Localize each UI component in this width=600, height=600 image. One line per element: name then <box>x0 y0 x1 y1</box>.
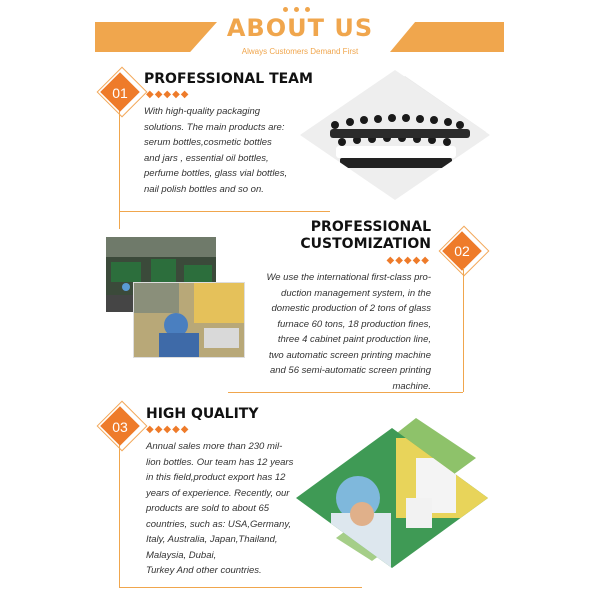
section3-number: 03 <box>112 419 128 435</box>
section3-stars: ◆◆◆◆◆ <box>146 424 190 435</box>
section2-number: 02 <box>454 243 470 259</box>
section1-bottom-line <box>120 211 330 212</box>
section1-stars: ◆◆◆◆◆ <box>146 89 190 100</box>
page-title: ABOUT US <box>226 14 374 42</box>
lab-photo <box>296 418 488 568</box>
section2-title-line1: PROFESSIONAL <box>310 219 431 235</box>
section1-number: 01 <box>112 85 128 101</box>
section2-stars: ◆◆◆◆◆ <box>386 255 430 266</box>
worker-photo <box>133 282 245 358</box>
section2-title-line2: CUSTOMIZATION <box>300 236 431 252</box>
section2-bottom-line <box>228 392 463 393</box>
section2-text: We use the international first-class pro- duction management system, in the domestic production of 2 tons of glass furnace 60 tons, 18 production fines, three 4 cabinet paint production line, two automatic screen printing machine and 56 semi-automatic screen printing machine. <box>266 272 431 392</box>
section1-text: With high-quality packaging solutions. The main products are: serum bottles,cosmetic bottles and jars , essential oil bottles, perfume bottles, glass vial bottles, nail polish bottles and so on. <box>144 106 288 195</box>
team-photo <box>300 70 490 200</box>
section2-vertical-line <box>463 268 464 392</box>
section3-text: Annual sales more than 230 mil- lion bottles. Our team has 12 years in this field,product export has 12 years of experience. Recently, our products are sold to about 65 countries, such as: USA,Germany, Italy, Australia, Japan,Thailand, Malaysia, Dubai, Turkey And other countries. <box>146 441 294 576</box>
section1-title: PROFESSIONAL TEAM <box>144 71 313 87</box>
section3-title: HIGH QUALITY <box>146 406 259 422</box>
header-dots <box>283 7 310 12</box>
section3-bottom-line <box>120 587 362 588</box>
page-subtitle: Always Customers Demand First <box>241 47 359 56</box>
section3-vertical-line <box>119 428 120 588</box>
